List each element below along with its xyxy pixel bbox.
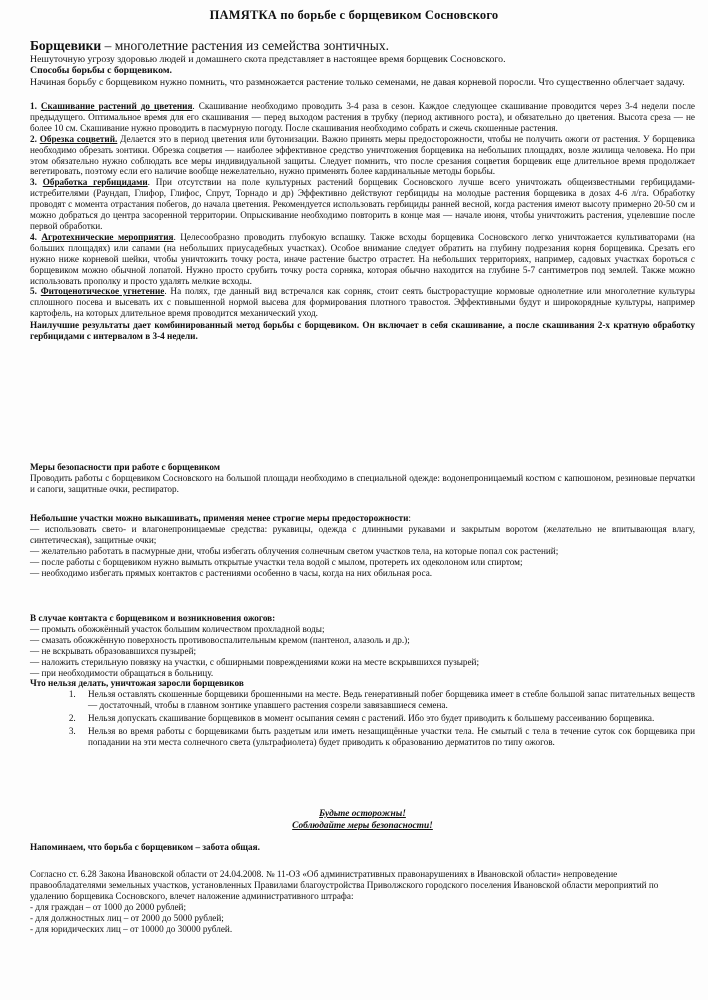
contact-block bbox=[30, 613, 695, 750]
intro-line-1: Нешуточную угрозу здоровью людей и домашнего скота представляет в настоящее время борщевик Сосновского. bbox=[30, 53, 506, 65]
intro-heading-rest: – многолетние растения из семейства зонтичных. bbox=[101, 38, 389, 53]
methods-heading: Способы борьбы с борщевиком. bbox=[30, 65, 172, 77]
method-item bbox=[30, 134, 695, 178]
fine-item: - для должностных лиц – от 2000 до 5000 рублей; bbox=[30, 912, 224, 923]
method-title: Агротехнические мероприятия bbox=[41, 231, 174, 242]
fine-item: - для юридических лиц – от 10000 до 30000 рублей. bbox=[30, 923, 233, 934]
list-item: — использовать свето- и влагонепроницаемые средства: рукавицы, одежда с длинными рукавами и закрытым воротом (желательно не впитывающая влагу, синтетическая), защитные очки; bbox=[30, 523, 695, 545]
method-number: 5. bbox=[30, 286, 41, 297]
method-item bbox=[30, 177, 695, 232]
list-item: — желательно работать в пасмурные дни, чтобы избегать облучения солнечным светом участков тела, на которые попал сок растений; bbox=[30, 545, 559, 556]
list-item: — не вскрывать образовавшихся пузырей; bbox=[30, 645, 197, 656]
law-text: Согласно ст. 6.28 Закона Ивановской области от 24.04.2008. № 11-ОЗ «Об административных правонарушениях в Ивановской области» непроведение правообладателями земельных участков, установленных Правилами благоустройства Приволжского городского поселения Ивановской области мероприятий по удалению борщевика Сосновского, влечет наложение административного штрафа: bbox=[30, 869, 659, 901]
method-title: Скашивание растений до цветения bbox=[40, 101, 193, 111]
method-text: Делается это в период цветения или бутонизации. Важно принять меры предосторожности, чтобы не получить ожоги от растения. У борщевика необходимо обрезать зонтики. Обрезка соцветия — наиболее эффективное средство уничтожения борщевика на небольших площадях, возле жилища человека. Но при этом обязательно нужно соблюдать все меры индивидуальной защиты. Следует помнить, что после срезания соцветия борщевик еще длительное время продолжает вегетировать, поэтому если его наличие вообще нежелательно, нужно применять более кардинальные методы борьбы. bbox=[30, 133, 696, 177]
intro-block bbox=[30, 38, 695, 88]
safety-heading: Меры безопасности при работе с борщевиком bbox=[30, 462, 221, 472]
intro-heading-bold: Борщевики bbox=[30, 38, 102, 53]
warning-line-2: Соблюдайте меры безопасности! bbox=[292, 821, 433, 831]
list-item: — после работы с борщевиком нужно вымыть открытые участки тела водой с мылом, протереть их одеколоном или спиртом; bbox=[30, 556, 523, 567]
method-item bbox=[30, 286, 695, 319]
warnings-block bbox=[30, 808, 695, 832]
contact-heading: В случае контакта с борщевиком и возникновения ожогов: bbox=[30, 613, 276, 623]
list-item: — промыть обожжённый участок большим количеством прохладной воды; bbox=[30, 623, 325, 634]
method-text: . Целесообразно проводить глубокую вспашку. Также всходы борщевика Сосновского легко уничтожается культиваторами (на больших площадях) или сапами (на небольших приусадебных участках). Особое внимание следует обратить на глубину подрезания корня борщевика. Срезать его нужно ниже корневой шейки, чтобы уничтожить точку роста, иначе растение быстро отрастет. На небольших территориях, например, садовых участках бороться с борщевиком можно обычной лопатой. Нужно просто срубить точку роста сорняка, которая обычно находится на глубине 5-7 сантиметров под землей. Также можно использовать прополку и просто удалять мелкие всходы. bbox=[30, 231, 696, 286]
fine-item: - для граждан – от 1000 до 2000 рублей; bbox=[30, 901, 186, 912]
page-title: ПАМЯТКА по борьбе с борщевиком Сосновского bbox=[209, 8, 499, 22]
small-areas-heading-tail: : bbox=[408, 513, 411, 523]
method-number: 1. bbox=[30, 101, 41, 111]
method-number: 3. bbox=[30, 177, 43, 188]
intro-line-2: Начиная борьбу с борщевиком нужно помнить, что размножается растение только семенами, не давая корневой поросли. Что существенно облегчает задачу. bbox=[30, 76, 685, 88]
donts-list bbox=[30, 689, 695, 748]
method-title: Фитоценотическое угнетение bbox=[40, 286, 165, 297]
list-item: 3. Нельзя во время работы с борщевиками быть раздетым или иметь незащищённые участки тела. Не смытый с тела в течение суток сок борщевика при попадании на эти места солнечного света (ультрафиолета) будет приводить к образованию дерматитов по типу ожогов. bbox=[78, 726, 695, 748]
list-item: 1. Нельзя оставлять скошенные борщевики брошенными на месте. Ведь генеративный побег борщевика имеет в стебле большой запас питательных веществ — достаточный, чтобы в главном зонтике упавшего растения созрели завязавшиеся семена. bbox=[78, 689, 695, 711]
list-item: — при необходимости обращаться в больницу. bbox=[30, 667, 214, 678]
method-text: . Скашивание необходимо проводить 3-4 раза в сезон. Каждое следующее скашивание проводится через 3-4 недели после предыдущего. Оптимальное время для его скашивания — перед выходом растения в трубку (период активного роста), и обязательно до цветения. Высота среза — не более 10 см. Скашивание нужно проводить в пасмурную погоду. После скашивания необходимо собрать и сжечь скошенные растения. bbox=[30, 101, 695, 133]
safety-block bbox=[30, 462, 695, 495]
list-item: — наложить стерильную повязку на участки, с обширными повреждениями кожи на месте вскрывшихся пузырей; bbox=[30, 656, 480, 667]
methods-block bbox=[30, 101, 695, 342]
method-title: Обрезка соцветий. bbox=[39, 133, 118, 144]
method-number: 2. bbox=[30, 133, 40, 144]
small-areas-block bbox=[30, 513, 695, 578]
method-text: . На полях, где данный вид встречался как сорняк, стоит сеять быстрорастущие кормовые однолетние или многолетние культуры сплошного посева и высевать их с повышенной нормой высева для формирования плотного травостоя. Эффективными будут и широкорядные культуры, например картофель, на которых длительное время проводится механический уход. bbox=[30, 286, 695, 319]
method-item bbox=[30, 232, 695, 287]
list-item: — смазать обожжённую поверхность противовоспалительным кремом (пантенол, алазоль и др.); bbox=[30, 634, 410, 645]
method-text: . При отсутствии на поле культурных растений борщевик Сосновского лучше всего уничтожать общеизвестными гербицидами-истребителями (Раундап, Глифор, Глифос, Спрут, Торнадо и др) Эффективно действуют гербициды на молодые растения борщевика в дозах 4-6 л/га. Обработку проводят с момента отрастания побегов, до начала цветения. Рекомендуется использовать гербициды ранней весной, когда растения имеют высоту примерно 20-50 см и можно добраться до центра засоренной территории. Опрыскивание необходимо повторить в конце мая — начале июня, чтобы уничтожить растения, уцелевшие после первой обработки. bbox=[30, 177, 695, 231]
method-number: 4. bbox=[30, 231, 42, 242]
donts-heading: Что нельзя делать, уничтожая заросли борщевиков bbox=[30, 678, 244, 689]
method-title: Обработка гербицидами bbox=[42, 177, 148, 188]
small-areas-heading: Небольшие участки можно выкашивать, применяя менее строгие меры предосторожности bbox=[30, 513, 409, 523]
reminder-text: Напоминаем, что борьба с борщевиком – забота общая. bbox=[30, 842, 260, 852]
warning-line-1: Будьте осторожны! bbox=[319, 809, 406, 819]
reminder-block bbox=[30, 842, 695, 853]
safety-text: Проводить работы с борщевиком Сосновского на большой площади необходимо в специальной одежде: водонепроницаемый костюм с капюшоном, резиновые перчатки и сапоги, защитные очки, респиратор. bbox=[30, 472, 695, 494]
list-item: 2. Нельзя допускать скашивание борщевиков в момент осыпания семян с растений. Ибо это будет приводить к большему рассеиванию борщевика. bbox=[78, 713, 695, 724]
law-block bbox=[30, 869, 695, 934]
list-item: — необходимо избегать прямых контактов с растениями особенно в часы, когда на них обильная роса. bbox=[30, 567, 433, 578]
best-results: Наилучшие результаты дает комбинированный метод борьбы с борщевиком. Он включает в себя скашивание, а после скашивания 2-х кратную обработку гербицидами с интервалом в 3-4 недели. bbox=[30, 320, 695, 342]
method-item bbox=[30, 101, 695, 134]
